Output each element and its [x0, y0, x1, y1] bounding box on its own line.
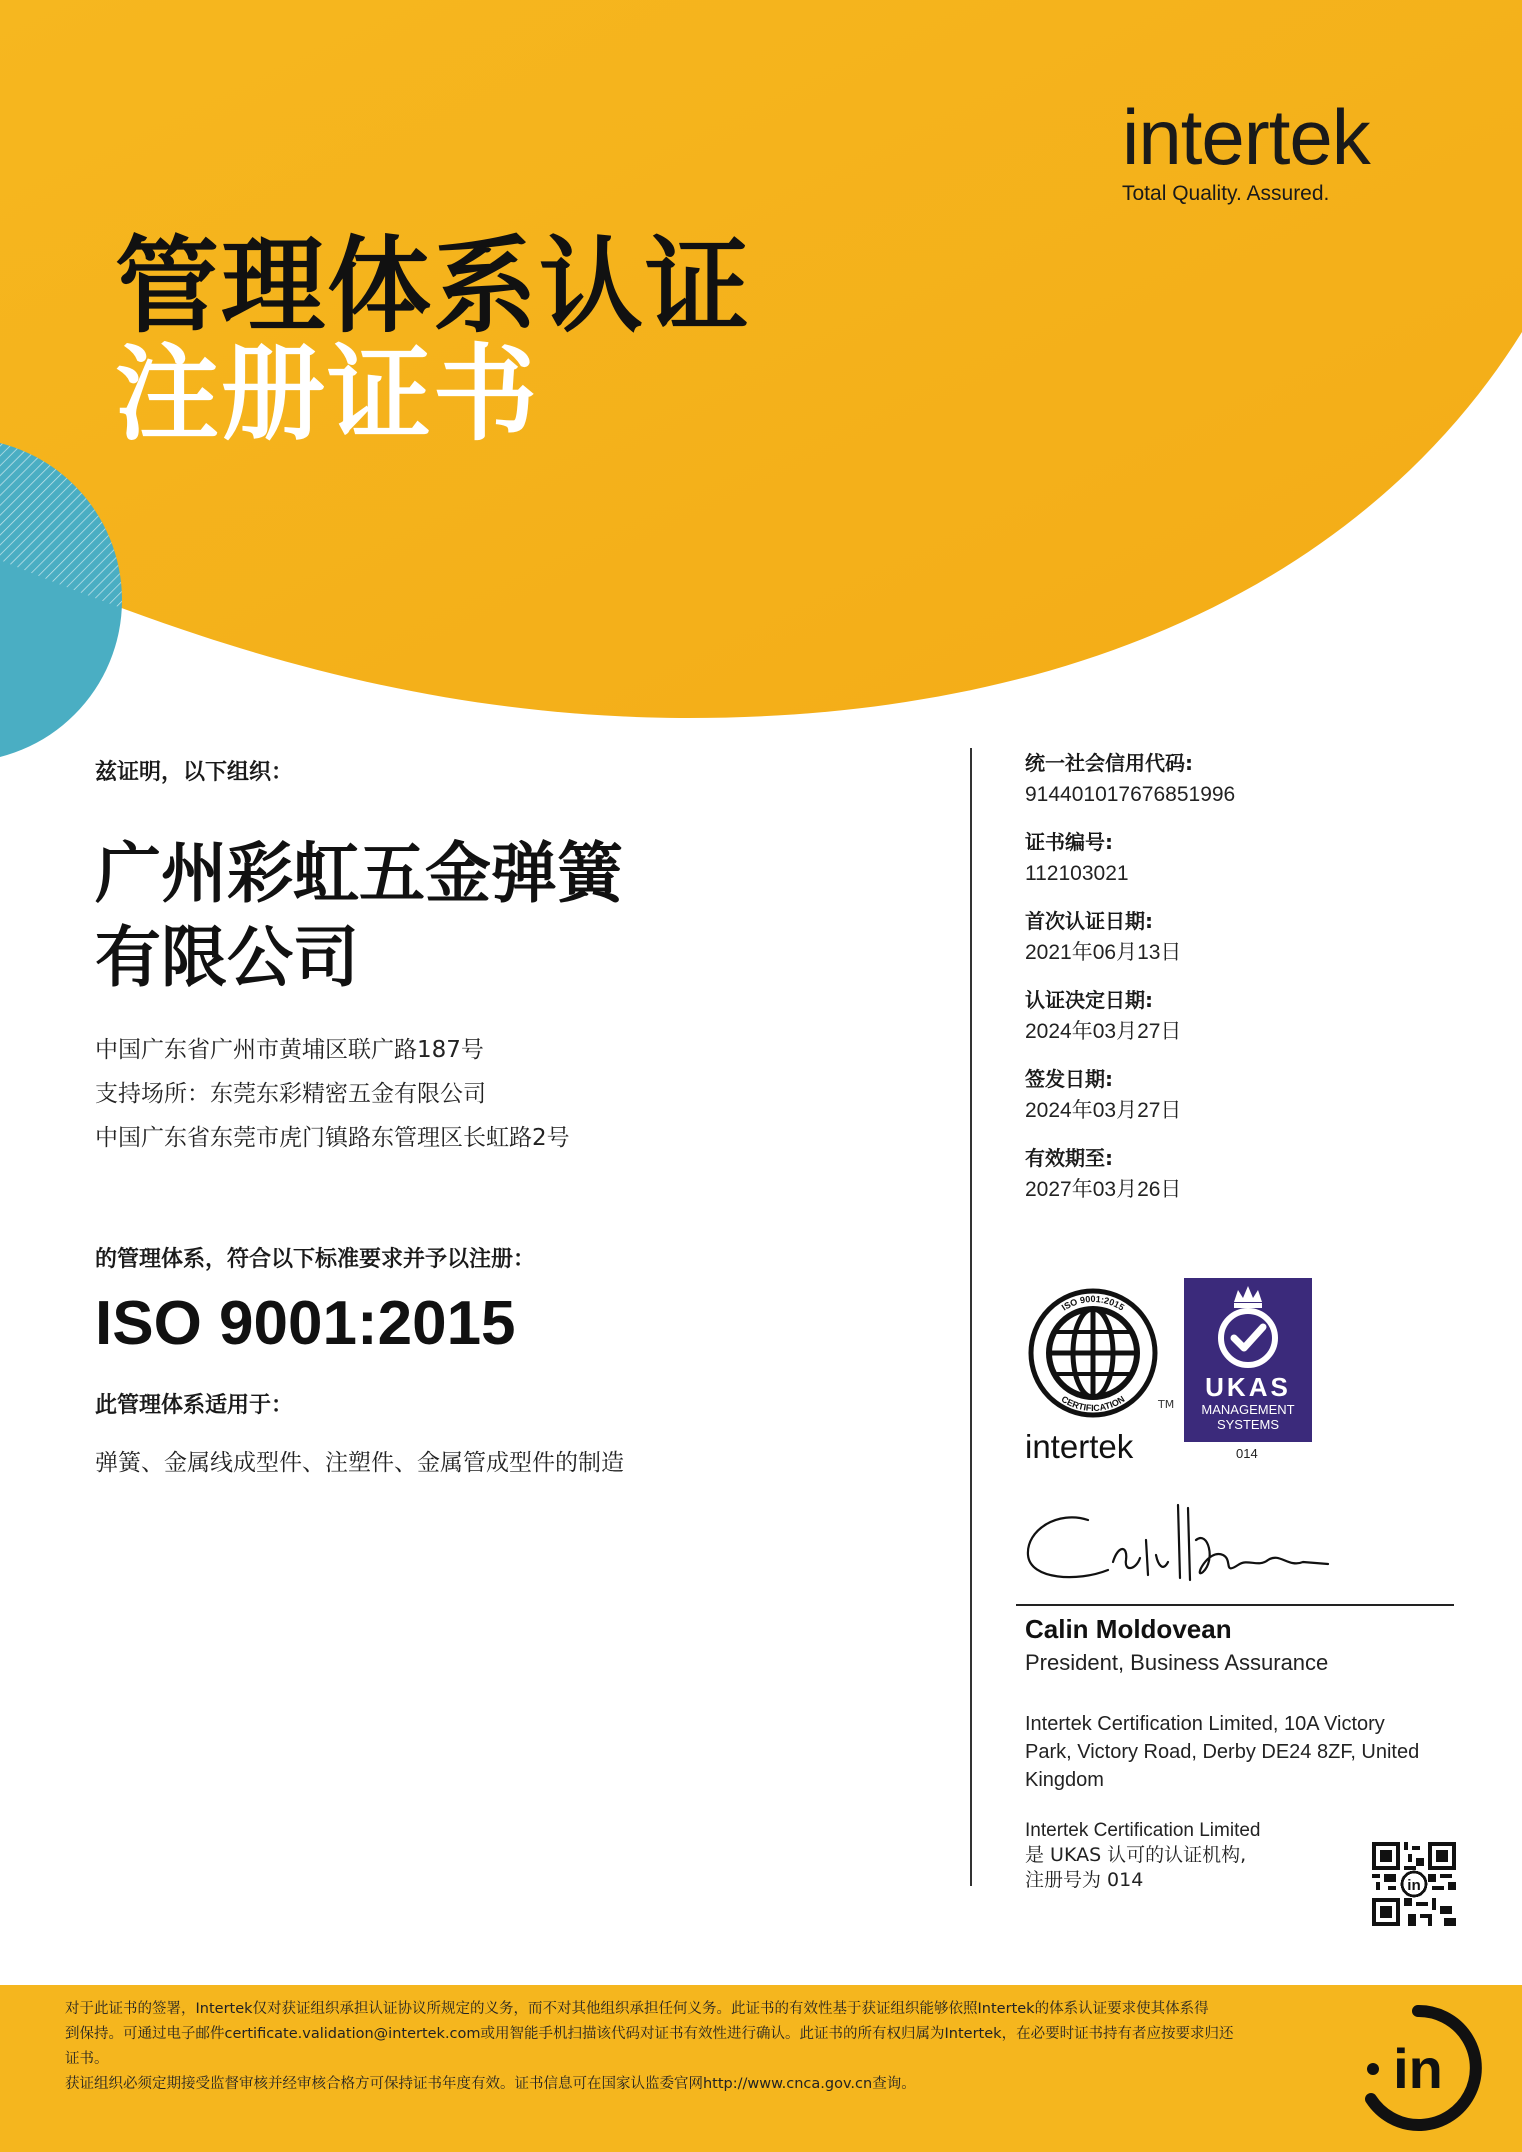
organization-name-line2: 有限公司: [95, 919, 359, 996]
signatory-name: Calin Moldovean: [1025, 1614, 1232, 1644]
accreditation-line: 是 UKAS 认可的认证机构,: [1025, 1844, 1247, 1866]
certificate-title-line2: 注册证书: [115, 333, 540, 455]
footer-band: [0, 1985, 1522, 2152]
ukas-sub-line: MANAGEMENT: [1201, 1402, 1295, 1417]
ukas-logo: [1184, 1278, 1312, 1442]
footer-logo-letters: in: [1393, 2037, 1443, 2100]
handwritten-signature: [1018, 1500, 1358, 1600]
info-value: 2024年03月27日: [1025, 1020, 1182, 1043]
company-address: Intertek Certification Limited, 10A Victory Park, Victory Road, Derby DE24 8ZF, United Kingdom: [1025, 1713, 1420, 1791]
scope-text: 弹簧、金属线成型件、注塑件、金属管成型件的制造: [95, 1450, 624, 1476]
accreditation-line: Intertek Certification Limited: [1025, 1820, 1261, 1841]
footer-line: 对于此证书的签署，Intertek仅对获证组织承担认证协议所规定的义务，而不对其他组织承担任何义务。此证书的有效性基于获证组织能够依照Intertek的体系认证要求使其体系得: [65, 2001, 1209, 2017]
info-item-decision-date: [1025, 985, 1445, 1049]
signature-line: [1016, 1604, 1454, 1606]
ukas-sub-line: SYSTEMS: [1216, 1417, 1280, 1432]
svg-text:in: in: [1407, 1877, 1421, 1894]
footer-line: 到保持。可通过电子邮件certificate.validation@intertek.com或用智能手机扫描该代码对证书有效性进行确认。此证书的所有权归属为Intertek，在必要时证书持有者应按要求归还: [65, 2026, 1234, 2042]
info-item-expiry-date: [1025, 1143, 1445, 1207]
column-divider: [970, 748, 972, 1886]
info-label: 有效期至:: [1025, 1146, 1113, 1170]
info-item-credit-code: [1025, 748, 1445, 812]
organization-name: [95, 832, 623, 1000]
info-item-certificate-number: [1025, 827, 1445, 891]
organization-name-line1: 广州彩虹五金弹簧: [95, 835, 623, 912]
crown-check-icon: [1184, 1278, 1312, 1374]
intertek-in-icon: [1353, 2003, 1483, 2133]
certify-intro: 兹证明，以下组织：: [95, 760, 294, 785]
info-label: 签发日期:: [1025, 1067, 1113, 1091]
accreditation-note: [1025, 1818, 1325, 1893]
info-value: 2027年03月26日: [1025, 1178, 1182, 1201]
organization-address: [95, 1028, 570, 1160]
info-item-issue-date: [1025, 1064, 1445, 1128]
info-value: 112103021: [1025, 862, 1129, 885]
globe-certification-icon: [1028, 1278, 1158, 1428]
footer-line: 证书。: [65, 2051, 109, 2067]
address-line: 中国广东省东莞市虎门镇路东管理区长虹路2号: [95, 1125, 570, 1151]
intertek-logo: [1122, 93, 1422, 206]
ring-top-text: ISO 9001:2015: [1059, 1293, 1127, 1313]
info-value: 914401017676851996: [1025, 783, 1236, 806]
brand-name: intertek: [1122, 93, 1370, 181]
footer-disclaimer: [65, 1997, 1320, 2097]
ukas-subtitle: [1184, 1402, 1312, 1432]
footer-line: 获证组织必须定期接受监督审核并经审核合格方可保持证书年度有效。证书信息可在国家认监委官网http://www.cnca.gov.cn查询。: [65, 2076, 916, 2092]
scope-label: 此管理体系适用于：: [95, 1393, 294, 1418]
ring-bottom-text: CERTIFICATION: [1059, 1393, 1127, 1414]
certification-mark-text: intertek: [1025, 1428, 1134, 1465]
info-label: 认证决定日期:: [1025, 988, 1153, 1012]
standard-name: ISO 9001:2015: [95, 1289, 516, 1358]
info-label: 统一社会信用代码:: [1025, 751, 1193, 775]
accreditation-line: 注册号为 014: [1025, 1869, 1144, 1891]
certificate-info: [1025, 748, 1445, 1222]
ukas-word: UKAS: [1205, 1372, 1291, 1402]
info-value: 2021年06月13日: [1025, 941, 1182, 964]
info-label: 首次认证日期:: [1025, 909, 1153, 933]
conformance-text: 的管理体系，符合以下标准要求并予以注册：: [95, 1247, 536, 1272]
address-line: 中国广东省广州市黄埔区联广路187号: [95, 1037, 484, 1063]
info-item-initial-date: [1025, 906, 1445, 970]
brand-tagline: Total Quality. Assured.: [1122, 182, 1330, 205]
qr-code-icon[interactable]: [1372, 1842, 1456, 1926]
signatory-title: President, Business Assurance: [1025, 1650, 1329, 1675]
trademark-mark: TM: [1158, 1398, 1175, 1411]
certificate-title-line1: 管理体系认证: [115, 225, 752, 347]
info-value: 2024年03月27日: [1025, 1099, 1182, 1122]
address-line: 支持场所：东莞东彩精密五金有限公司: [95, 1081, 486, 1107]
info-label: 证书编号:: [1025, 830, 1113, 854]
ukas-number: 014: [1236, 1446, 1258, 1461]
